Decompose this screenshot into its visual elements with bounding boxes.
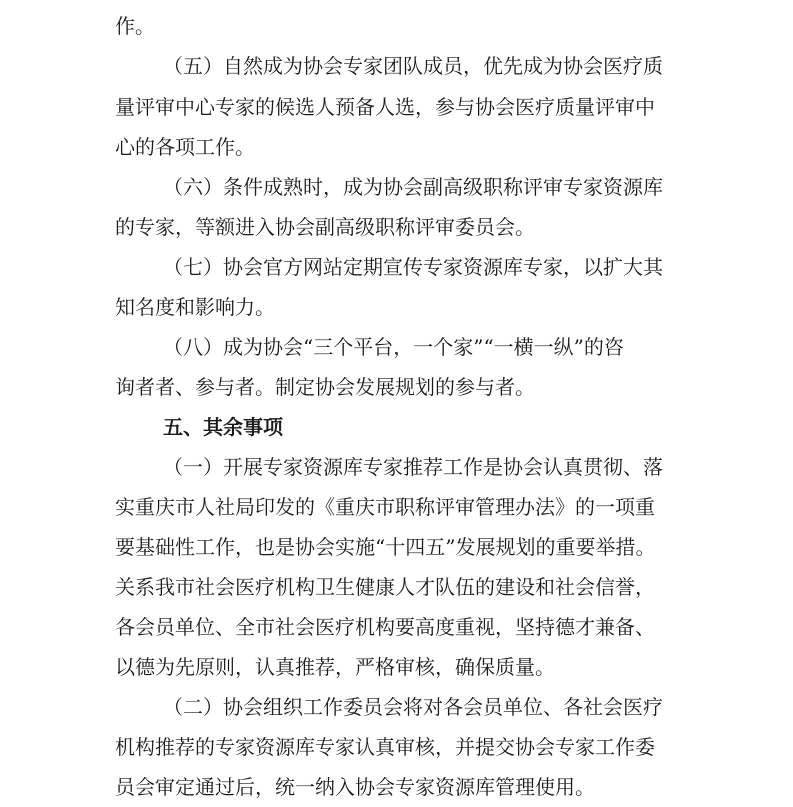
text-line: 员会审定通过后，统一纳入协会专家资源库管理使用。: [115, 775, 595, 799]
text-line: 要基础性工作，也是协会实施“十四五”发展规划的重要举措。: [115, 535, 656, 559]
text-line: 心的各项工作。: [115, 135, 255, 159]
text-line: 量评审中心专家的候选人预备人选，参与协会医疗质量评审中: [115, 95, 655, 119]
text-line: 实重庆市人社局印发的《重庆市职称评审管理办法》的一项重: [115, 495, 655, 519]
text-line: （一）开展专家资源库专家推荐工作是协会认真贯彻、落: [163, 455, 663, 479]
text-line: （七）协会官方网站定期宣传专家资源库专家，以扩大其: [163, 255, 663, 279]
text-line: 以德为先原则，认真推荐，严格审核，确保质量。: [115, 655, 555, 679]
text-line: （八）成为协会“三个平台，一个家”“一横一纵”的咨: [163, 335, 624, 359]
text-line: 作。: [115, 14, 155, 38]
text-line: 的专家，等额进入协会副高级职称评审委员会。: [115, 215, 535, 239]
text-line: 机构推荐的专家资源库专家认真审核，并提交协会专家工作委: [115, 735, 655, 759]
text-line: （二）协会组织工作委员会将对各会员单位、各社会医疗: [163, 695, 663, 719]
text-line: 询者者、参与者。制定协会发展规划的参与者。: [115, 375, 535, 399]
text-line: （五）自然成为协会专家团队成员，优先成为协会医疗质: [163, 54, 663, 78]
text-line: （六）条件成熟时，成为协会副高级职称评审专家资源库: [163, 175, 663, 199]
section-heading: 五、其余事项: [163, 415, 283, 439]
text-line: 知名度和影响力。: [115, 295, 275, 319]
text-line: 关系我市社会医疗机构卫生健康人才队伍的建设和社会信誉，: [115, 575, 655, 599]
text-line: 各会员单位、全市社会医疗机构要高度重视，坚持德才兼备、: [115, 615, 655, 639]
